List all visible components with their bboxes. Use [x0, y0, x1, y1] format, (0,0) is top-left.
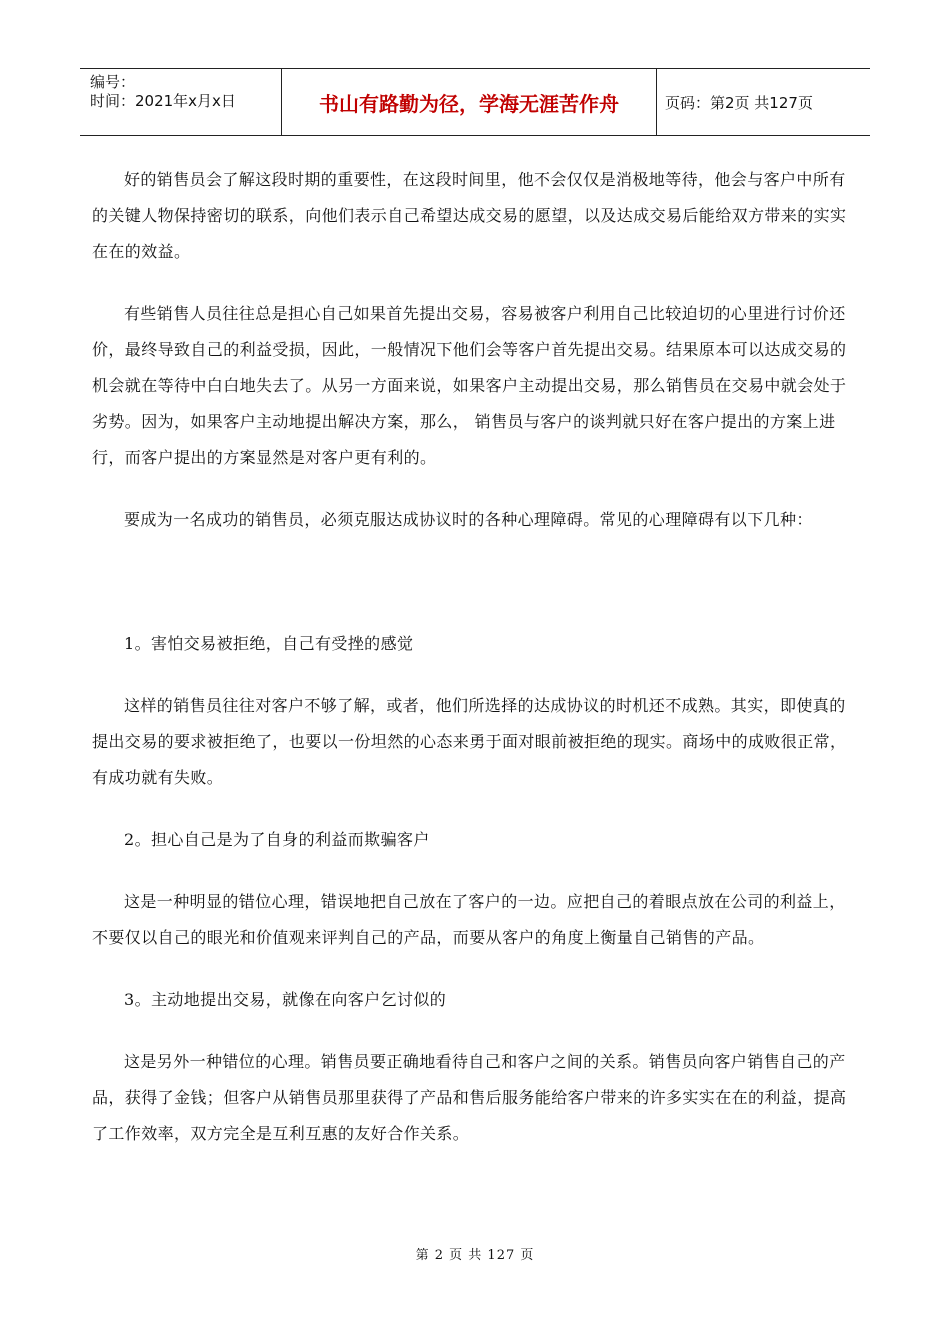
section-heading: 2。担心自己是为了自身的利益而欺骗客户	[124, 830, 430, 849]
paragraph: 要成为一名成功的销售员，必须克服达成协议时的各种心理障碍。常见的心理障碍有以下几种：	[124, 510, 813, 529]
section-heading: 1。害怕交易被拒绝，自己有受挫的感觉	[124, 634, 414, 653]
time-label: 时间：2021年x月x日	[90, 92, 236, 110]
section-heading: 3。主动地提出交易，就像在向客户乞讨似的	[124, 990, 447, 1009]
page-header	[80, 68, 870, 136]
number-label: 编号：	[90, 73, 136, 91]
paragraph: 这是一种明显的错位心理，错误地把自己放在了客户的一边。应把自己的着眼点放在公司的利益上，不要仅以自己的眼光和价值观来评判自己的产品，而要从客户的角度上衡量自己销售的产品。	[92, 892, 846, 947]
document-body	[92, 162, 860, 1152]
page-footer: 第 2 页 共 127 页	[415, 1248, 535, 1263]
header-page-info: 页码：第2页 共127页	[665, 93, 813, 112]
paragraph: 有些销售人员往往总是担心自己如果首先提出交易，容易被客户利用自己比较迫切的心里进行讨价还价，最终导致自己的利益受损，因此，一般情况下他们会等客户首先提出交易。结果原本可以达成交易的机会就在等待中白白地失去了。从另一方面来说，如果客户主动提出交易，那么销售员在交易中就会处于劣势。因为，如果客户主动地提出解决方案，那么， 销售员与客户的谈判就只好在客户提出的方案上进行，而客户提出的方案显然是对客户更有利的。	[92, 304, 847, 467]
paragraph: 这样的销售员往往对客户不够了解，或者，他们所选择的达成协议的时机还不成熟。其实，即使真的提出交易的要求被拒绝了，也要以一份坦然的心态来勇于面对眼前被拒绝的现实。商场中的成败很正常，有成功就有失败。	[92, 696, 847, 787]
paragraph: 好的销售员会了解这段时期的重要性，在这段时间里，他不会仅仅是消极地等待，他会与客户中所有的关键人物保持密切的联系，向他们表示自己希望达成交易的愿望，以及达成交易后能给双方带来的实实在在的效益。	[92, 170, 847, 261]
header-motto: 书山有路勤为径，学海无涯苦作舟	[282, 69, 657, 135]
header-meta	[80, 69, 282, 135]
paragraph: 这是另外一种错位的心理。销售员要正确地看待自己和客户之间的关系。销售员向客户销售自己的产品，获得了金钱；但客户从销售员那里获得了产品和售后服务能给客户带来的许多实实在在的利益，提高了工作效率，双方完全是互利互惠的友好合作关系。	[92, 1052, 847, 1143]
